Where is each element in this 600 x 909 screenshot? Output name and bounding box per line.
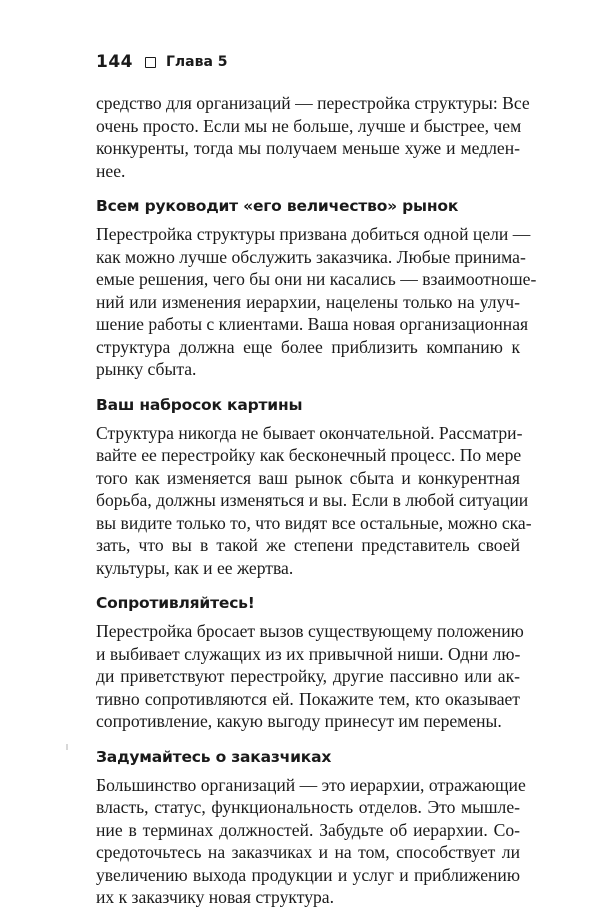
section-heading: Сопротивляйтесь! [96, 594, 255, 612]
paragraph [96, 620, 524, 733]
chapter-label: Глава 5 [166, 54, 228, 70]
text-line: власть, статус, функциональность отделов. Это мышле- [96, 797, 520, 817]
text-line: и выбивает служащих из их привычной ниши. Одни лю- [96, 643, 521, 664]
text-line: того как изменяется ваш рынок сбыта и конкурентная [96, 467, 520, 488]
scan-mark [66, 744, 68, 750]
section-heading: Всем руководит «его величество» рынок [96, 197, 459, 215]
book-page [96, 52, 537, 909]
paragraph [96, 422, 532, 580]
section-heading: Ваш набросок картины [96, 395, 303, 414]
text-line: Большинство организаций — это иерархии, отражающие [96, 774, 526, 795]
text-line: вайте ее перестройку как бесконечный процесс. По мере [96, 445, 522, 465]
paragraph [96, 92, 530, 182]
text-line: структура должна еще более приблизить компанию к [96, 336, 520, 357]
text-line: Перестройка структуры призвана добиться одной цели — [96, 224, 531, 244]
text-line: нее. [96, 160, 126, 181]
text-line: ние в терминах должностей. Забудьте об иерархии. Со- [96, 819, 520, 840]
text-line: борьба, должны изменяться и вы. Если в любой ситуации [96, 490, 529, 510]
text-line: ний или изменения иерархии, нацелены только на улуч- [96, 291, 520, 312]
text-line: Структура никогда не бывает окончательной. Рассматри- [96, 422, 523, 443]
text-line: как можно лучше обслужить заказчика. Любые принима- [96, 246, 526, 267]
page-number: 144 [96, 52, 133, 72]
square-bullet-icon [145, 57, 156, 68]
text-line: очень просто. Если мы не больше, лучше и быстрее, чем [96, 115, 522, 136]
text-line: средоточьтесь на заказчиках и на том, способствует ли [96, 842, 520, 862]
paragraph [96, 223, 537, 381]
paragraph [96, 774, 526, 909]
text-line: культуры, как и ее жертва. [96, 557, 294, 578]
text-line: вы видите только то, что видят все остальные, можно ска- [96, 512, 532, 533]
text-line: средство для организаций — перестройка структуры: Все [96, 93, 530, 113]
text-line: увеличению выхода продукции и услуг и приближению [96, 864, 520, 885]
text-line: шение работы с клиентами. Ваша новая организационная [96, 314, 529, 334]
text-line: ди приветствуют перестройку, другие пассивно или ак- [96, 666, 520, 686]
text-line: их к заказчику новая структура. [96, 887, 334, 907]
running-header [96, 52, 520, 72]
text-line: конкуренты, тогда мы получаем меньше хуже и медлен- [96, 138, 520, 158]
text-line: рынку сбыта. [96, 359, 197, 379]
body-text [96, 92, 537, 909]
text-line: сопротивление, какую выгоду принесут им перемены. [96, 711, 502, 731]
text-line: тивно сопротивляются ей. Покажите тем, кто оказывает [96, 688, 520, 709]
text-line: зать, что вы в такой же степени представитель своей [96, 535, 520, 555]
text-line: емые решения, чего бы они ни касались — взаимоотноше- [96, 269, 537, 289]
section-heading: Задумайтесь о заказчиках [96, 747, 332, 766]
text-line: Перестройка бросает вызов существующему положению [96, 621, 524, 641]
